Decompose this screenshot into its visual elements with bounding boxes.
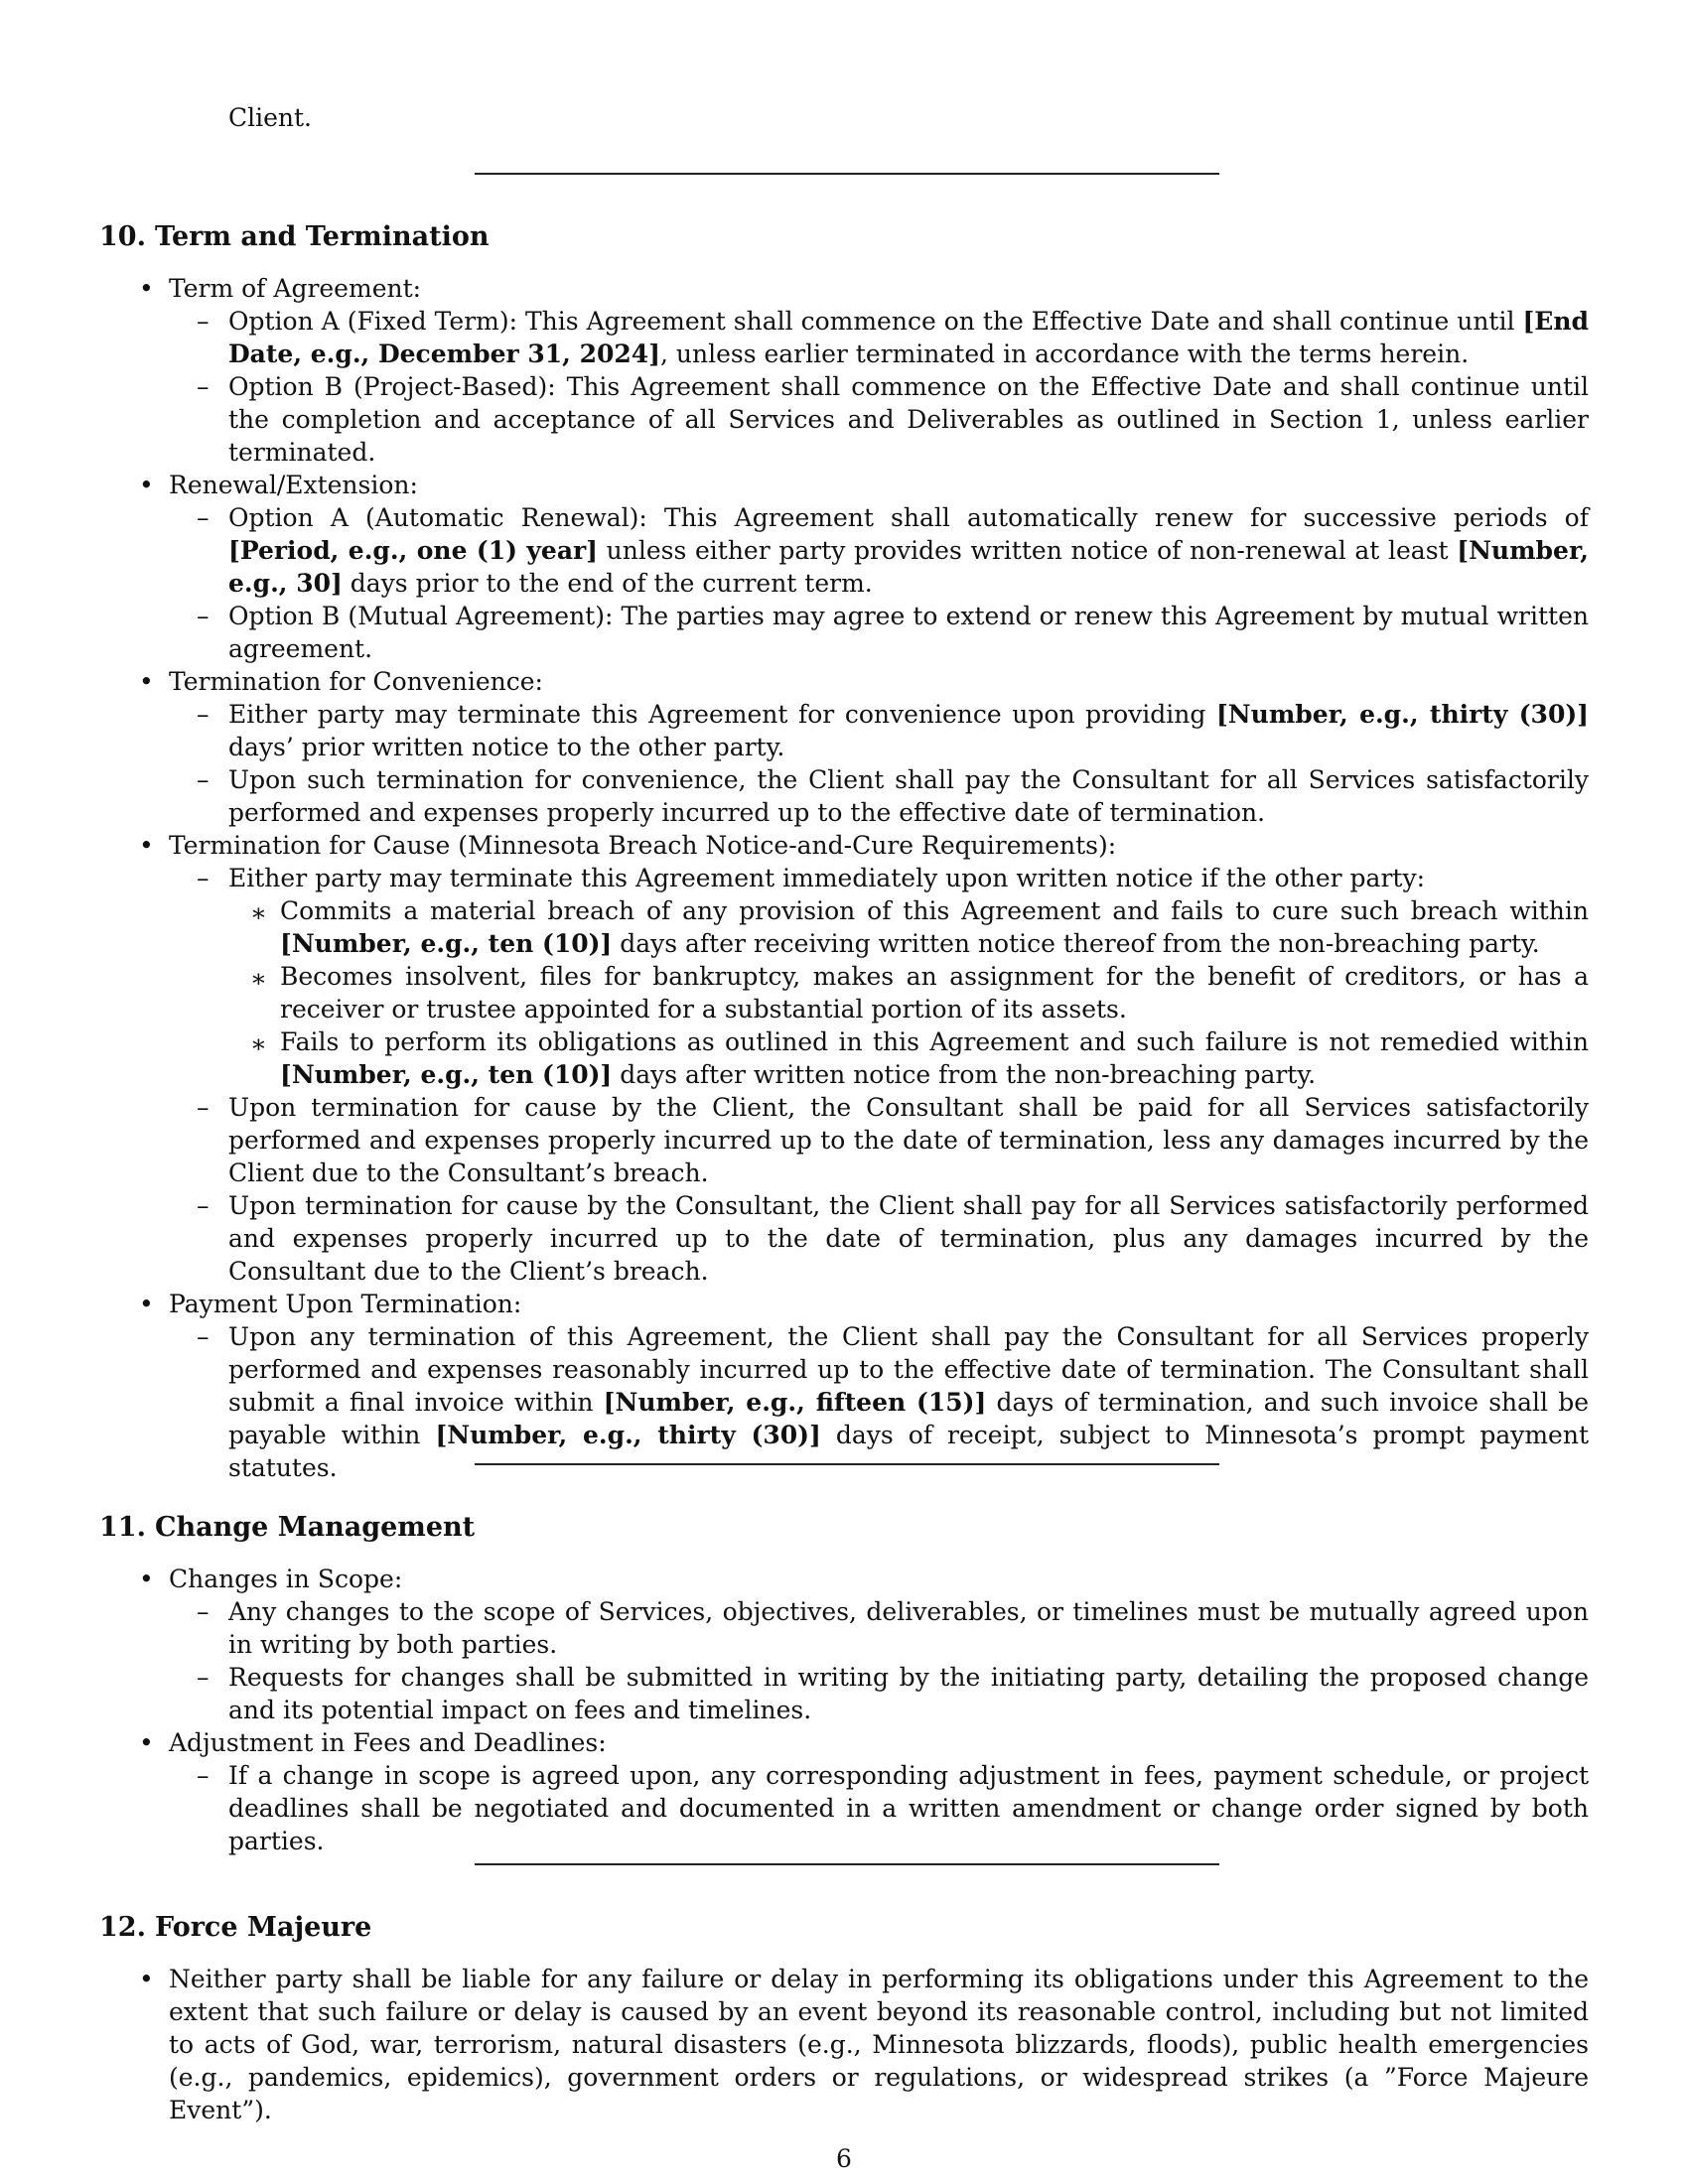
section-11-list xyxy=(99,1563,1589,1857)
list-item xyxy=(169,1759,1589,1857)
item-text: Upon termination for cause by the Client, the Consultant shall be paid for all Services satisfactorily performed and expenses properly incurred up to the date of termination, less any damages incurred by the Client due to the Consultant’s breach. xyxy=(228,1093,1589,1187)
bullet-marker: • xyxy=(139,1728,154,1757)
bullet-marker: • xyxy=(139,831,154,860)
item-text: days after receiving written notice thereof from the non-breaching party. xyxy=(612,929,1540,958)
dash-marker: – xyxy=(197,602,210,630)
section-title: Force Majeure xyxy=(155,1912,372,1943)
list-item xyxy=(99,469,1589,665)
item-text: , unless earlier terminated in accordance with the terms herein. xyxy=(659,340,1470,368)
dash-marker: – xyxy=(197,503,210,532)
item-label: Payment Upon Termination: xyxy=(169,1290,522,1318)
item-label: Term of Agreement: xyxy=(169,274,422,303)
item-text: Any changes to the scope of Services, objectives, deliverables, or timelines must be mutually agreed upon in writing by both parties. xyxy=(228,1597,1589,1659)
list-item xyxy=(169,1661,1589,1726)
list-item xyxy=(99,1963,1589,2126)
section-number: 12. xyxy=(99,1912,146,1943)
section-divider xyxy=(475,173,1219,175)
list-item xyxy=(169,305,1589,370)
item-text: unless either party provides written notice of non-renewal at least xyxy=(598,536,1458,565)
item-text: Option A (Automatic Renewal): This Agreement shall automatically renew for successive periods of xyxy=(228,503,1589,532)
dash-marker: – xyxy=(197,307,210,336)
list-item xyxy=(99,665,1589,829)
star-marker: ∗ xyxy=(250,964,267,993)
item-text: Neither party shall be liable for any failure or delay in performing its obligations under this Agreement to the extent that such failure or delay is caused by an event beyond its reasonable control, including but not limited to acts of God, war, terrorism, natural disasters (e.g., Minnesota blizzards, floods), public health emergencies (e.g., pandemics, epidemics), government orders or regulations, or widespread strikes (a ”Force Majeure Event”). xyxy=(169,1965,1589,2124)
section-10-heading xyxy=(99,220,490,253)
section-divider xyxy=(475,1863,1219,1865)
item-label: Termination for Cause (Minnesota Breach Notice-and-Cure Requirements): xyxy=(169,831,1117,860)
item-text: days prior to the end of the current term. xyxy=(342,569,873,598)
star-marker: ∗ xyxy=(250,1029,267,1058)
section-10-list xyxy=(99,272,1589,1484)
item-label: Termination for Convenience: xyxy=(169,667,543,696)
section-divider xyxy=(475,1463,1219,1465)
item-label: Changes in Scope: xyxy=(169,1565,403,1593)
section-number: 11. xyxy=(99,1512,146,1543)
list-item xyxy=(99,1288,1589,1484)
dash-marker: – xyxy=(197,864,210,892)
item-text: Upon such termination for convenience, the Client shall pay the Consultant for all Services satisfactorily performed and expenses properly incurred up to the effective date of termination. xyxy=(228,765,1589,827)
placeholder-field: [Number, e.g., thirty (30)] xyxy=(435,1421,821,1449)
bullet-marker: • xyxy=(139,667,154,696)
list-item xyxy=(228,960,1589,1025)
item-text: Option B (Project-Based): This Agreement shall commence on the Effective Date and shall continue until the completion and acceptance of all Services and Deliverables as outlined in Section 1, unless earlier terminated. xyxy=(228,372,1589,467)
list-item xyxy=(99,829,1589,1288)
list-item xyxy=(169,1320,1589,1484)
bullet-marker: • xyxy=(139,1290,154,1318)
list-item xyxy=(169,370,1589,469)
placeholder-field: [Number, e.g., fifteen (15)] xyxy=(603,1388,987,1417)
section-title: Change Management xyxy=(155,1512,476,1543)
dash-marker: – xyxy=(197,1761,210,1790)
bullet-marker: • xyxy=(139,274,154,303)
item-text: days of receipt, subject to Minnesota’s prompt payment statutes. xyxy=(228,1421,1590,1482)
list-item xyxy=(169,698,1589,763)
list-item xyxy=(169,600,1589,665)
placeholder-field: [Period, e.g., one (1) year] xyxy=(228,536,599,565)
item-text: Upon any termination of this Agreement, the Client shall pay the Consultant for all Services properly performed and expenses reasonably incurred up to the effective date of termination. The Consultant shall submit a final invoice within xyxy=(228,1322,1589,1417)
item-text: Option B (Mutual Agreement): The parties may agree to extend or renew this Agreement by mutual written agreement. xyxy=(228,602,1589,663)
section-12-heading xyxy=(99,1911,371,1944)
placeholder-field: [Number, e.g., ten (10)] xyxy=(280,929,613,958)
dash-marker: – xyxy=(197,372,210,401)
item-text: Requests for changes shall be submitted in writing by the initiating party, detailing the proposed change and its potential impact on fees and timelines. xyxy=(228,1663,1589,1724)
dash-marker: – xyxy=(197,700,210,729)
star-marker: ∗ xyxy=(250,898,267,927)
placeholder-field: [Number, e.g., ten (10)] xyxy=(280,1060,613,1089)
item-text: Either party may terminate this Agreement immediately upon written notice if the other party: xyxy=(228,864,1426,892)
list-item xyxy=(228,894,1589,960)
list-item xyxy=(169,501,1589,600)
carryover-text: Client. xyxy=(228,103,313,132)
dash-marker: – xyxy=(197,1191,210,1220)
section-title: Term and Termination xyxy=(155,221,490,252)
list-item xyxy=(169,1189,1589,1288)
item-text: Upon termination for cause by the Consultant, the Client shall pay for all Services satisfactorily performed and expenses properly incurred up to the date of termination, plus any damages incurred by the Consultant due to the Client’s breach. xyxy=(228,1191,1589,1286)
item-label: Renewal/Extension: xyxy=(169,471,418,499)
item-text: Becomes insolvent, files for bankruptcy, makes an assignment for the benefit of creditors, or has a receiver or trustee appointed for a substantial portion of its assets. xyxy=(280,962,1589,1024)
bullet-marker: • xyxy=(139,1565,154,1593)
list-item xyxy=(99,1563,1589,1726)
bullet-marker: • xyxy=(139,1965,154,1993)
dash-marker: – xyxy=(197,765,210,794)
bullet-marker: • xyxy=(139,471,154,499)
item-text: days’ prior written notice to the other party. xyxy=(228,733,785,761)
item-text: Option A (Fixed Term): This Agreement shall commence on the Effective Date and shall continue until xyxy=(228,307,1523,336)
dash-marker: – xyxy=(197,1322,210,1351)
item-text: Either party may terminate this Agreement for convenience upon providing xyxy=(228,700,1216,729)
list-item xyxy=(99,1726,1589,1857)
section-11-heading xyxy=(99,1511,475,1544)
placeholder-field: [Number, e.g., 30] xyxy=(228,536,1590,598)
item-label: Adjustment in Fees and Deadlines: xyxy=(169,1728,607,1757)
item-text: If a change in scope is agreed upon, any corresponding adjustment in fees, payment schedule, or project deadlines shall be negotiated and documented in a written amendment or change order signed by both parties. xyxy=(228,1761,1589,1855)
item-text: Fails to perform its obligations as outlined in this Agreement and such failure is not remedied within xyxy=(280,1027,1589,1056)
section-number: 10. xyxy=(99,221,146,252)
placeholder-field: [Number, e.g., thirty (30)] xyxy=(1215,700,1589,729)
dash-marker: – xyxy=(197,1663,210,1692)
dash-marker: – xyxy=(197,1093,210,1122)
page-number: 6 xyxy=(836,2144,852,2173)
list-item xyxy=(169,1091,1589,1189)
list-item xyxy=(99,272,1589,469)
item-text: days of termination, and such invoice shall be payable within xyxy=(228,1388,1589,1449)
placeholder-field: [End Date, e.g., December 31, 2024] xyxy=(228,307,1589,368)
list-item xyxy=(169,1595,1589,1661)
section-12-list xyxy=(99,1963,1589,2126)
dash-marker: – xyxy=(197,1597,210,1626)
list-item xyxy=(169,763,1589,829)
item-text: Commits a material breach of any provision of this Agreement and fails to cure such breach within xyxy=(280,896,1589,925)
list-item xyxy=(169,862,1589,1091)
list-item xyxy=(228,1025,1589,1091)
item-text: days after written notice from the non-breaching party. xyxy=(612,1060,1317,1089)
